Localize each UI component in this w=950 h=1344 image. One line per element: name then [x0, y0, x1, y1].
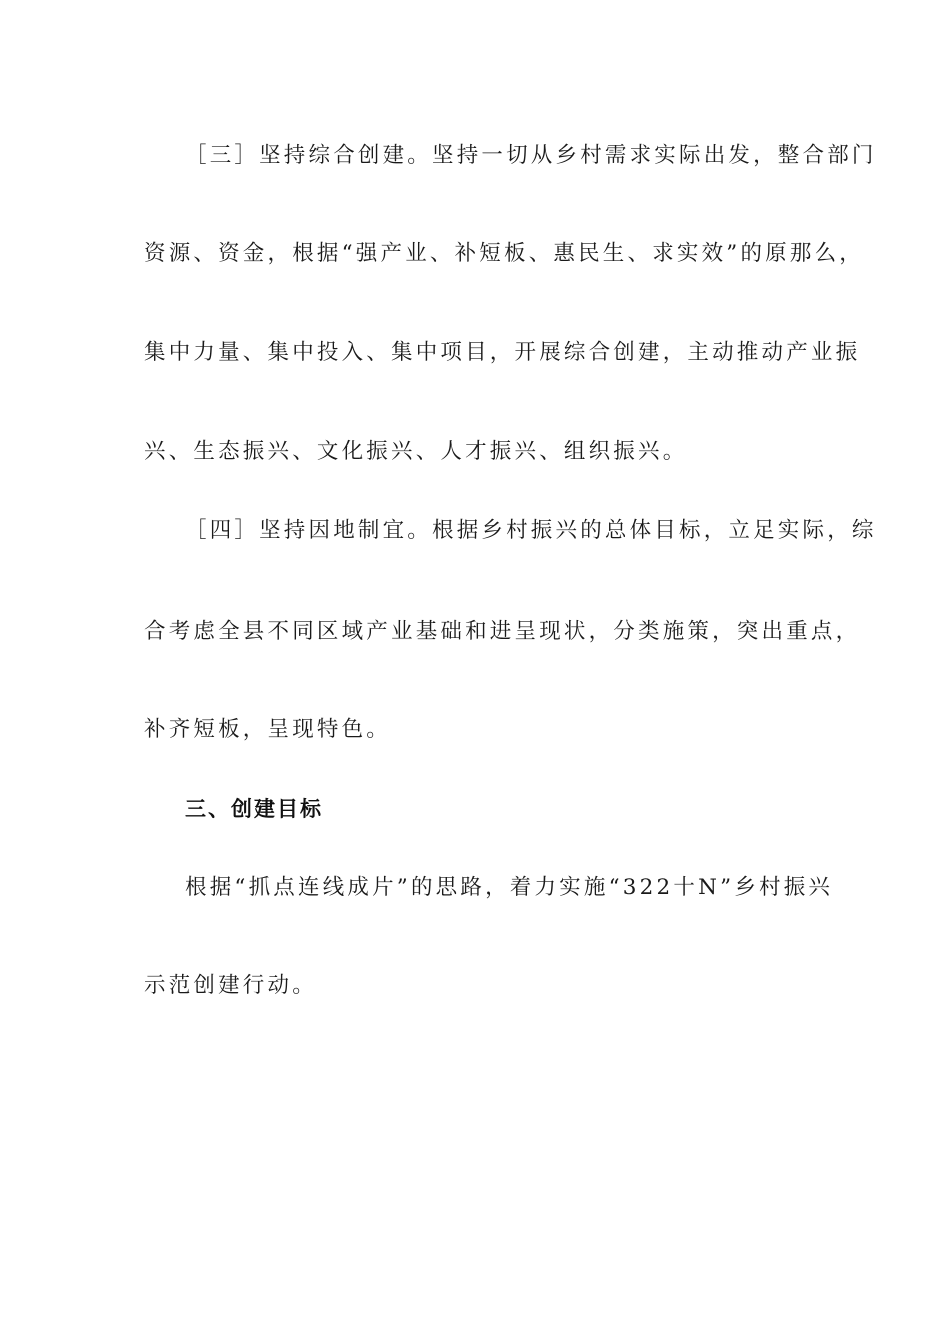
paragraph-3-line-1: ［三］坚持综合创建。坚持一切从乡村需求实际出发，整合部门: [185, 143, 877, 168]
paragraph-4-line-1: ［四］坚持因地制宜。根据乡村振兴的总体目标，立足实际，综: [185, 518, 877, 543]
paragraph-3-line-2: 资源、资金，根据“强产业、补短板、惠民生、求实效”的原那么，: [144, 241, 864, 266]
paragraph-4-line-3: 补齐短板，呈现特色。: [144, 717, 392, 742]
paragraph-3-line-3: 集中力量、集中投入、集中项目，开展综合创建，主动推动产业振: [144, 340, 861, 365]
paragraph-3-line-4: 兴、生态振兴、文化振兴、人才振兴、组织振兴。: [144, 439, 688, 464]
section-heading: 三、创建目标: [185, 797, 323, 821]
paragraph-4-line-2: 合考虑全县不同区域产业基础和进呈现状，分类施策，突出重点，: [144, 619, 861, 644]
paragraph-5-line-1: 根据“抓点连线成片”的思路，着力实施“322十N”乡村振兴: [185, 875, 834, 900]
paragraph-5-line-2: 示范创建行动。: [144, 973, 317, 998]
